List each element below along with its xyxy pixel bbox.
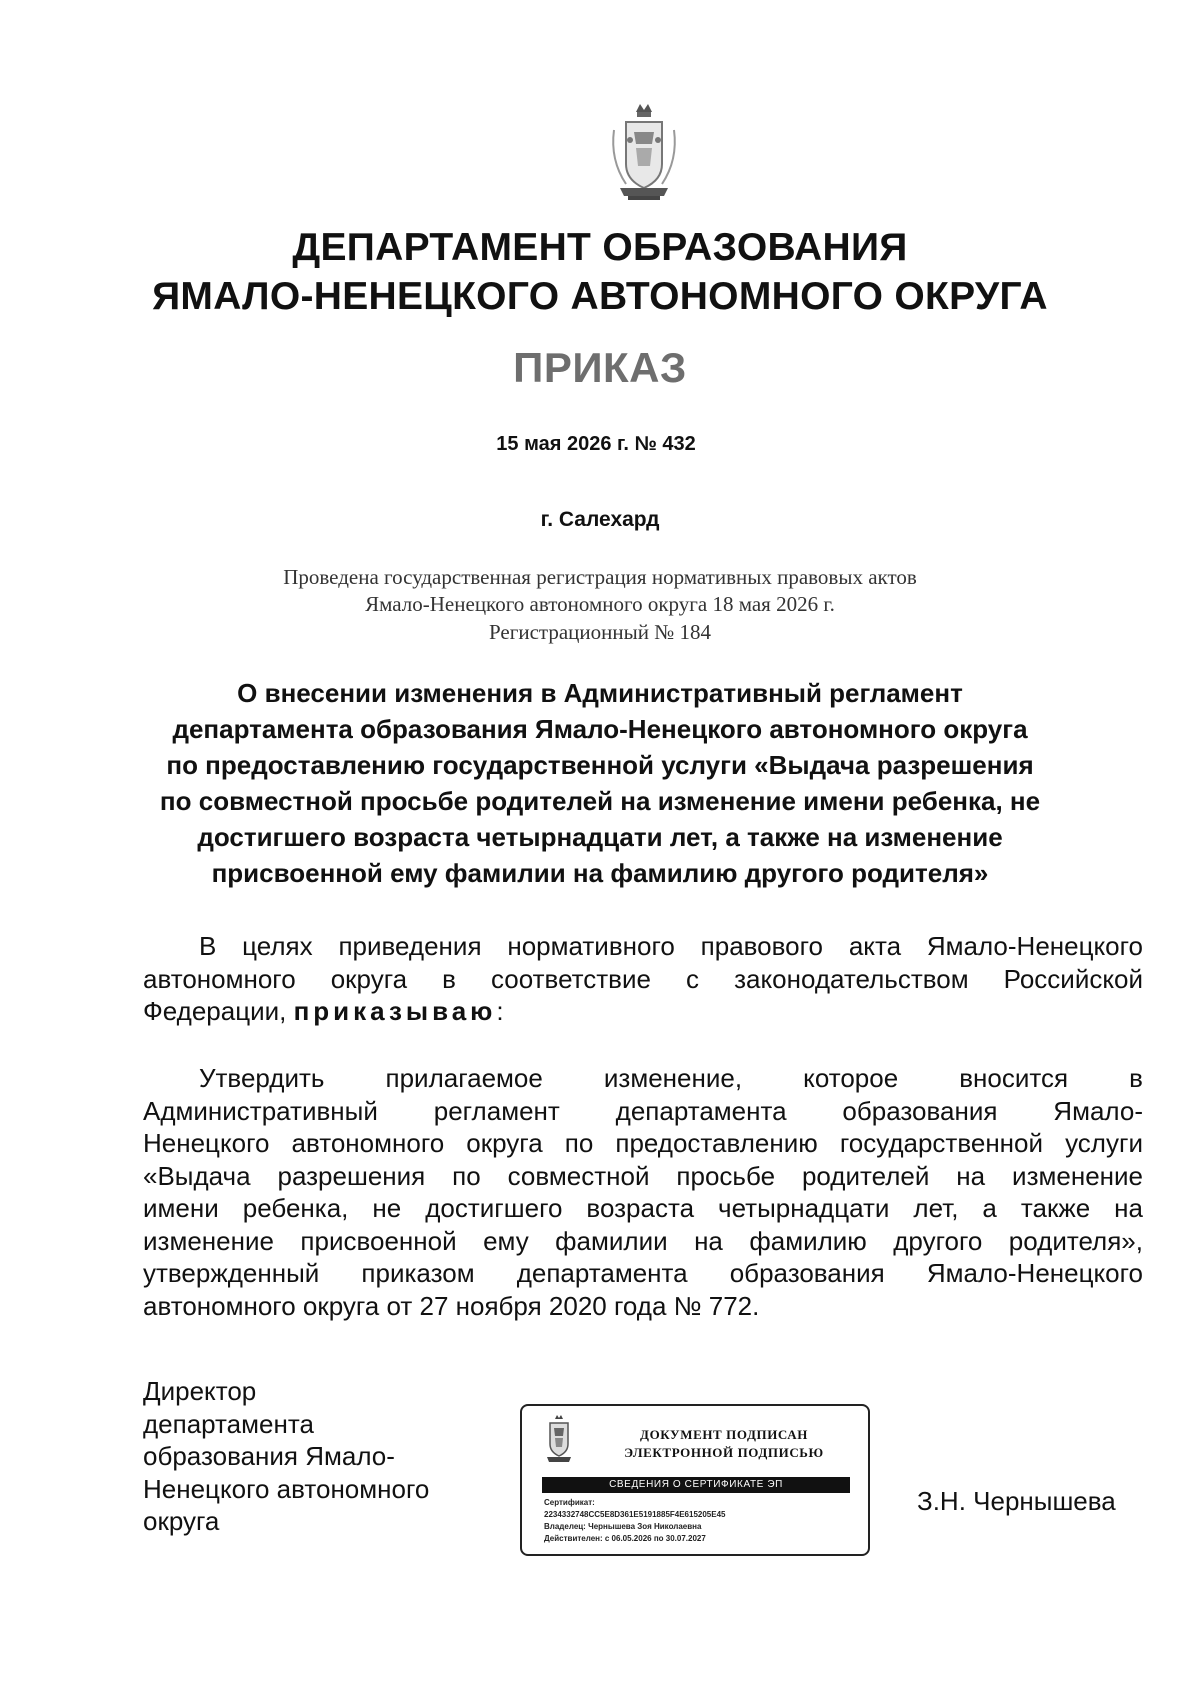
order-city: г. Салехард	[540, 508, 660, 531]
stamp-cert-label: Сертификат:	[544, 1498, 595, 1507]
order-line: Утвердить прилагаемое изменение, которое вносится в	[199, 1063, 1143, 1093]
orders-keyword: приказываю	[293, 996, 497, 1026]
signer-position-line: Ненецкого автономного	[143, 1473, 430, 1504]
stamp-title-line: ЭЛЕКТРОННОЙ ПОДПИСЬЮ	[624, 1445, 824, 1460]
electronic-signature-stamp	[520, 1404, 870, 1556]
order-paragraph	[143, 1062, 1143, 1322]
stamp-valid: Действителен: с 06.05.2026 по 30.07.2027	[544, 1534, 706, 1543]
order-line: автономного округа от 27 ноября 2020 года № 772.	[143, 1290, 760, 1321]
order-line: Ненецкого автономного округа по предоставлению государственной услуги	[143, 1128, 1143, 1158]
document-type-title: ПРИКАЗ	[513, 344, 687, 391]
yamal-coat-of-arms-icon	[606, 100, 682, 206]
registration-line2: Ямало-Ненецкого автономного округа 18 мая 2026 г.	[365, 592, 835, 616]
stamp-cert-value: 2234332748CC5E8D361E5191885F4E615205E45	[544, 1510, 726, 1519]
department-title-line1: ДЕПАРТАМЕНТ ОБРАЗОВАНИЯ	[292, 226, 908, 269]
subject-line: присвоенной ему фамилии на фамилию другого родителя»	[211, 858, 989, 888]
order-date-number: 15 мая 2026 г. № 432	[496, 433, 696, 455]
stamp-title	[584, 1426, 864, 1462]
order-line: утвержденный приказом департамента образования Ямало-Ненецкого	[143, 1258, 1143, 1288]
preamble-suffix: :	[496, 996, 504, 1026]
subject-line: О внесении изменения в Административный регламент	[237, 678, 963, 708]
preamble-line	[143, 995, 1143, 1028]
preamble-line: В целях приведения нормативного правового акта Ямало-Ненецкого	[199, 931, 1143, 961]
yamal-coat-of-arms-icon	[542, 1414, 576, 1464]
signer-position	[143, 1375, 429, 1538]
signer-position-line: департамента	[143, 1408, 314, 1439]
preamble-prefix: Федерации,	[143, 996, 294, 1026]
signer-position-line: Директор	[143, 1376, 257, 1406]
signer-position-line: образования Ямало-	[143, 1441, 395, 1471]
order-subject	[0, 675, 1200, 891]
order-line: изменение присвоенной ему фамилии на фамилию другого родителя»,	[143, 1225, 1143, 1256]
signer-position-line: округа	[143, 1506, 220, 1536]
signer-name: З.Н. Чернышева	[917, 1486, 1116, 1516]
registration-line3: Регистрационный № 184	[489, 620, 711, 644]
subject-line: по предоставлению государственной услуги «Выдача разрешения	[166, 750, 1034, 780]
department-title-line2: ЯМАЛО-НЕНЕЦКОГО АВТОНОМНОГО ОКРУГА	[152, 275, 1048, 318]
subject-line: достигшего возраста четырнадцати лет, а также на изменение	[197, 822, 1003, 852]
stamp-title-line: ДОКУМЕНТ ПОДПИСАН	[640, 1427, 808, 1442]
stamp-certificate-info	[544, 1497, 726, 1545]
preamble-line: автономного округа в соответствие с законодательством Российской	[143, 963, 1143, 994]
order-line: «Выдача разрешения по совместной просьбе родителей на изменение	[143, 1160, 1143, 1191]
stamp-certificate-bar: СВЕДЕНИЯ О СЕРТИФИКАТЕ ЭП	[542, 1477, 850, 1493]
stamp-owner: Владелец: Чернышева Зоя Николаевна	[544, 1522, 702, 1531]
preamble-paragraph	[143, 930, 1143, 1028]
subject-line: по совместной просьбе родителей на изменение имени ребенка, не	[159, 786, 1041, 816]
registration-line1: Проведена государственная регистрация нормативных правовых актов	[283, 565, 917, 589]
order-line: имени ребенка, не достигшего возраста четырнадцати лет, а также на	[143, 1193, 1143, 1223]
subject-line: департамента образования Ямало-Ненецкого автономного округа	[172, 714, 1028, 744]
order-line: Административный регламент департамента образования Ямало-	[143, 1095, 1143, 1126]
